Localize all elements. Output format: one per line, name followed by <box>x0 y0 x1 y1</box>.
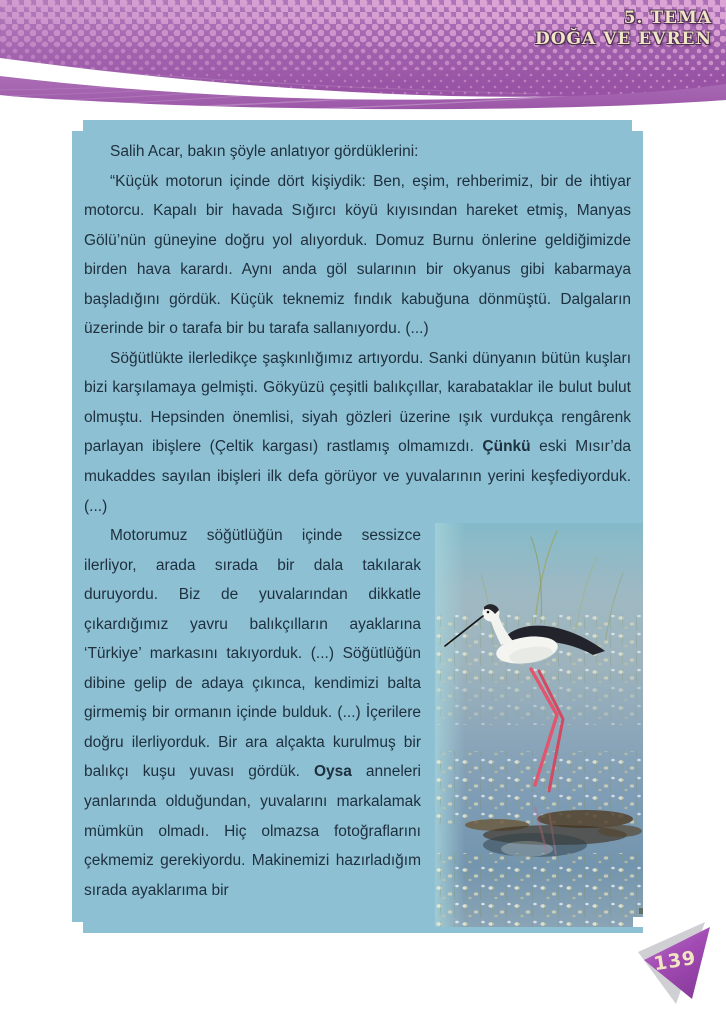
paragraph-text: eski Mısır’da mukaddes sayılan ibişleri ilk defa görüyor ve yuvalarının yerini keşfediyorduk. (...) <box>84 438 631 515</box>
bird-photo <box>435 523 643 927</box>
corner-ornament <box>632 120 643 131</box>
paragraph <box>84 344 631 521</box>
bird-photo-illustration <box>435 523 643 927</box>
paragraph: Salih Acar, bakın şöyle anlatıyor gördüklerini: <box>110 143 419 160</box>
paragraph: “Küçük motorun içinde dört kişiydik: Ben, eşim, rehberimiz, bir de ihtiyar motorcu. Kapalı bir havada Sığırcı köyü kıyısından hareket etmiş, Manyas Gölü’nün güneyine doğru yol alıyorduk. Domuz Burnu önlerine geldiğimizde birden hava karardı. Aynı anda göl sularının bir okyanus gibi kabarmaya başladığını gördük. Küçük teknemiz fındık kabuğuna dönmüştü. Dalgaların üzerinde bir o tarafa bir bu tarafa sallanıyordu. (...) <box>84 172 631 338</box>
corner-ornament <box>72 922 83 933</box>
page-header <box>0 0 726 120</box>
paragraph-text: anneleri yanlarında olduğundan, yuvalarını markalamak mümkün olmadı. Hiç olmazsa fotoğraflarını çekmemiz gerekiyordu. Makinemizi hazırladığım sırada ayaklarıma bir <box>84 763 421 899</box>
corner-ornament <box>72 120 83 131</box>
page-number-marker <box>618 912 726 1012</box>
paragraph-text: Motorumuz söğütlüğün içinde sessizce ilerliyor, arada sırada bir dala takılarak duruyordu. Biz de yuvalarından dikkatle çıkardığımız yavru balıkçılların ayaklarına ‘Türkiye’ markasını takıyorduk. (...) Söğütlüğün dibine gelip de adaya çıkınca, kendimizi balta girmemiş bir ormanın içinde bulduk. (...) İçerilere doğru ilerliyorduk. Bir ara alçakta kurulmuş bir balıkçı kuşu yuvası gördük. <box>84 527 421 781</box>
page-marker-triangles <box>618 912 726 1012</box>
paragraph-text: Söğütlükte ilerledikçe şaşkınlığımız artıyordu. Sanki dünyanın bütün kuşları bizi karşılamaya gelmişti. Gökyüzü çeşitli balıkçıllar, karabataklar ile bulut bulut olmuştu. Hepsinden önemlisi, siyah gözleri üzerine ışık vurdukça rengârenk parlayan ibişlere (Çeltik kargası) rastlamış olmamızdı. <box>84 349 631 456</box>
theme-number: 5. TEMA <box>623 8 712 28</box>
page-number: 139 <box>652 946 698 976</box>
theme-title: DOĞA VE EVREN <box>534 29 712 49</box>
bold-conjunction: Çünkü <box>482 438 531 456</box>
theme-heading <box>535 8 712 50</box>
bold-conjunction: Oysa <box>313 763 352 781</box>
reading-panel <box>72 120 643 933</box>
article-text <box>84 137 631 905</box>
